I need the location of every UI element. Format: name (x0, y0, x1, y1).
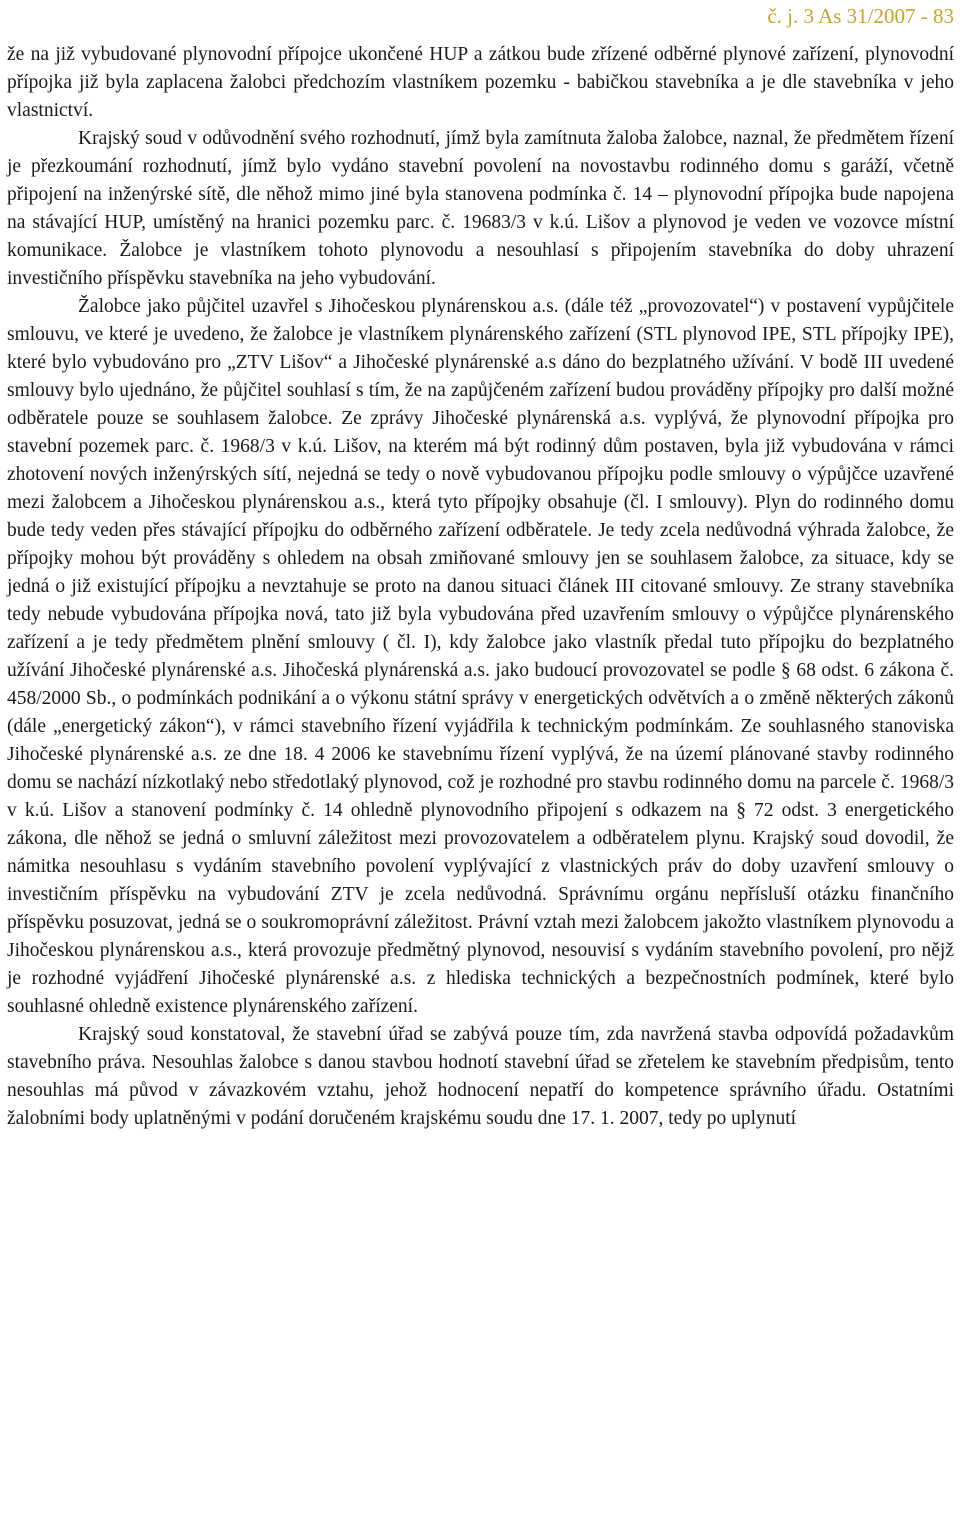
case-reference-header: č. j. 3 As 31/2007 - 83 (767, 4, 954, 28)
paragraph-loan-agreement: Žalobce jako půjčitel uzavřel s Jihočeskou plynárenskou a.s. (dále též „provozovatel“) v postavení vypůjčitele smlouvu, ve které je uvedeno, že žalobce je vlastníkem plynárenského zařízení (STL plynovod IPE, STL přípojky IPE), které bylo vybudováno pro „ZTV Lišov“ a Jihočeské plynárenské a.s dáno do bezplatného užívání. V bodě III uvedené smlouvy bylo ujednáno, že půjčitel souhlasí s tím, že na zapůjčeném zařízení budou prováděny přípojky pro další možné odběratele pouze se souhlasem žalobce. Ze zprávy Jihočeské plynárenská a.s. vyplývá, že plynovodní přípojka pro stavební pozemek parc. č. 1968/3 v k.ú. Lišov, na kterém má být rodinný dům postaven, byla již vybudována v rámci zhotovení nových inženýrských sítí, nejedná se tedy o nově vybudovanou přípojku podle smlouvy o výpůjčce uzavřené mezi žalobcem a Jihočeskou plynárenskou a.s., která tyto přípojky obsahuje (čl. I smlouvy). Plyn do rodinného domu bude tedy veden přes stávající přípojku do odběrného zařízení odběratele. Je tedy zcela nedůvodná výhrada žalobce, že přípojky mohou být prováděny s ohledem na obsah zmiňované smlouvy jen se souhlasem žalobce, za situace, kdy se jedná o již existující přípojku a nevztahuje se proto na danou situaci článek III citované smlouvy. Ze strany stavebníka tedy nebude vybudována přípojka nová, tato již byla vybudována před uzavřením smlouvy o výpůjčce plynárenského zařízení a je tedy předmětem plnění smlouvy ( čl. I), kdy žalobce jako vlastník předal tuto přípojku do bezplatného užívání Jihočeské plynárenské a.s. Jihočeská plynárenská a.s. jako budoucí provozovatel se podle § 68 odst. 6 zákona č. 458/2000 Sb., o podmínkách podnikání a o výkonu státní správy v energetických odvětvích a o změně některých zákonů (dále „energetický zákon“), v rámci stavebního řízení vyjádřila k technickým podmínkám. Ze souhlasného stanoviska Jihočeské plynárenské a.s. ze dne 18. 4 2006 ke stavebnímu řízení vyplývá, že na území plánované stavby rodinného domu se nachází nízkotlaký nebo středotlaký plynovod, což je rozhodné pro stavbu rodinného domu na parcele č. 1968/3 v k.ú. Lišov a stanovení podmínky č. 14 ohledně plynovodního připojení s odkazem na § 72 odst. 3 energetického zákona, dle něhož se jedná o smluvní záležitost mezi provozovatelem a odběratelem plynu. Krajský soud dovodil, že námitka nesouhlasu s vydáním stavebního povolení vyplývající z vlastnických práv do doby uzavření smlouvy o investičním příspěvku na vybudování ZTV je zcela nedůvodná. Správnímu orgánu nepřísluší otázku finančního příspěvku posuzovat, jedná se o soukromoprávní záležitost. Právní vztah mezi žalobcem jakožto vlastníkem plynovodu a Jihočeskou plynárenskou a.s., která provozuje předmětný plynovod, nesouvisí s vydáním stavebního povolení, pro nějž je rozhodné vyjádření Jihočeské plynárenské a.s. z hlediska technických a bezpečnostních podmínek, které bylo souhlasné ohledně existence plynárenského zařízení. (7, 296, 954, 1017)
paragraph-continuation: že na již vybudované plynovodní přípojce ukončené HUP a zátkou bude zřízené odběrné plynové zařízení, plynovodní přípojka již byla zaplacena žalobci předchozím vlastníkem pozemku - babičkou stavebníka a je dle stavebníka v jeho vlastnictví. (7, 44, 954, 121)
paragraph-court-conclusion: Krajský soud konstatoval, že stavební úřad se zabývá pouze tím, zda navržená stavba odpovídá požadavkům stavebního práva. Nesouhlas žalobce s danou stavbou hodnotí stavební úřad se zřetelem ke stavebním předpisům, tento nesouhlas má původ v závazkovém vztahu, jehož hodnocení nepatří do kompetence správního úřadu. Ostatními žalobními body uplatněnými v podání doručeném krajskému soudu dne 17. 1. 2007, tedy po uplynutí (7, 1024, 954, 1129)
paragraph-court-reasoning: Krajský soud v odůvodnění svého rozhodnutí, jímž byla zamítnuta žaloba žalobce, naznal, že předmětem řízení je přezkoumání rozhodnutí, jímž bylo vydáno stavební povolení na novostavbu rodinného domu s garáží, včetně připojení na inženýrské sítě, dle něhož mimo jiné byla stanovena podmínka č. 14 – plynovodní přípojka bude napojena na stávající HUP, umístěný na hranici pozemku parc. č. 19683/3 v k.ú. Lišov a plynovod je veden ve vozovce místní komunikace. Žalobce je vlastníkem tohoto plynovodu a nesouhlasí s připojením stavebníka do doby uhrazení investičního příspěvku stavebníka na jeho vybudování. (7, 128, 954, 289)
document-body (7, 41, 954, 1133)
